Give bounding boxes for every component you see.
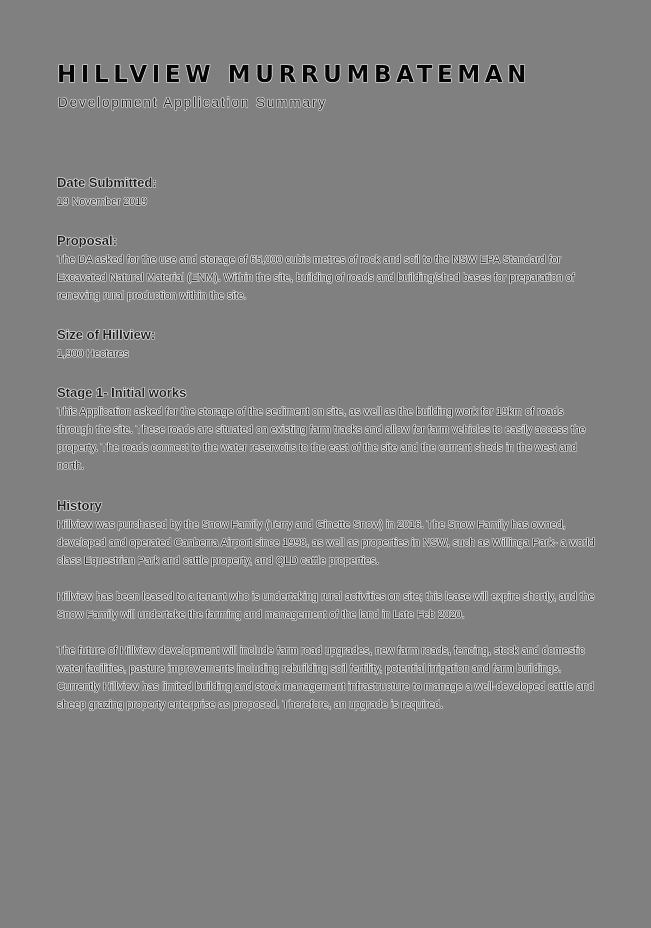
section-body (57, 516, 602, 714)
section-heading: History (57, 498, 102, 513)
section-heading: Date Submitted: (57, 175, 157, 190)
page-subtitle: Development Application Summary (58, 95, 328, 110)
history-paragraph: Hillview has been leased to a tenant who is undertaking rural activities on site; this lease will expire shortly, and the Snow Family will undertake the farming and management of the land in Late Feb 2020. (57, 591, 595, 621)
section-heading: Stage 1- Initial works (57, 385, 187, 400)
document-header (57, 60, 602, 112)
section-proposal (57, 232, 602, 305)
section-body: 1,900 Hectares (57, 348, 129, 360)
section-heading: Proposal: (57, 233, 117, 248)
section-body: The DA asked for the use and storage of 65,000 cubic metres of rock and soil to the NSW EPA Standard for Excavated Natural Material (ENM). Within the site, building of roads and building/shed bases for preparation of renewing rural production within the site. (57, 254, 575, 302)
history-paragraph: The future of Hillview development will include farm road upgrades, new farm roads, fencing, stock and domestic water facilities, pasture improvements including rebuilding soil fertility, potential irrigation and farm buildings. Currently Hillview has limited building and stock management infrastructure to manage a well-developed cattle and sheep grazing property enterprise as proposed. Therefore, an upgrade is required. (57, 645, 595, 711)
section-stage-1 (57, 384, 602, 475)
section-body: 19 November 2019 (57, 196, 148, 208)
page-title: HILLVIEW MURRUMBATEMAN (57, 62, 532, 88)
section-size (57, 326, 602, 363)
section-history (57, 497, 602, 714)
section-date-submitted (57, 174, 602, 211)
section-heading: Size of Hillview: (57, 327, 156, 342)
section-body: This Application asked for the storage of the sediment on site, as well as the building work for 19km of roads through the site. These roads are situated on existing farm tracks and allow for farm vehicles to easily access the property. The roads connect to the water reservoirs to the east of the site and the current sheds in the west and north. (57, 406, 586, 472)
history-paragraph: Hillview was purchased by the Snow Family (Terry and Ginette Snow) in 2016. The Snow Family has owned, developed and operated Canberra Airport since 1998, as well as properties in NSW, such as Willinga Park- a world class Equestrian Park and cattle property, and QLD cattle properties. (57, 519, 595, 567)
